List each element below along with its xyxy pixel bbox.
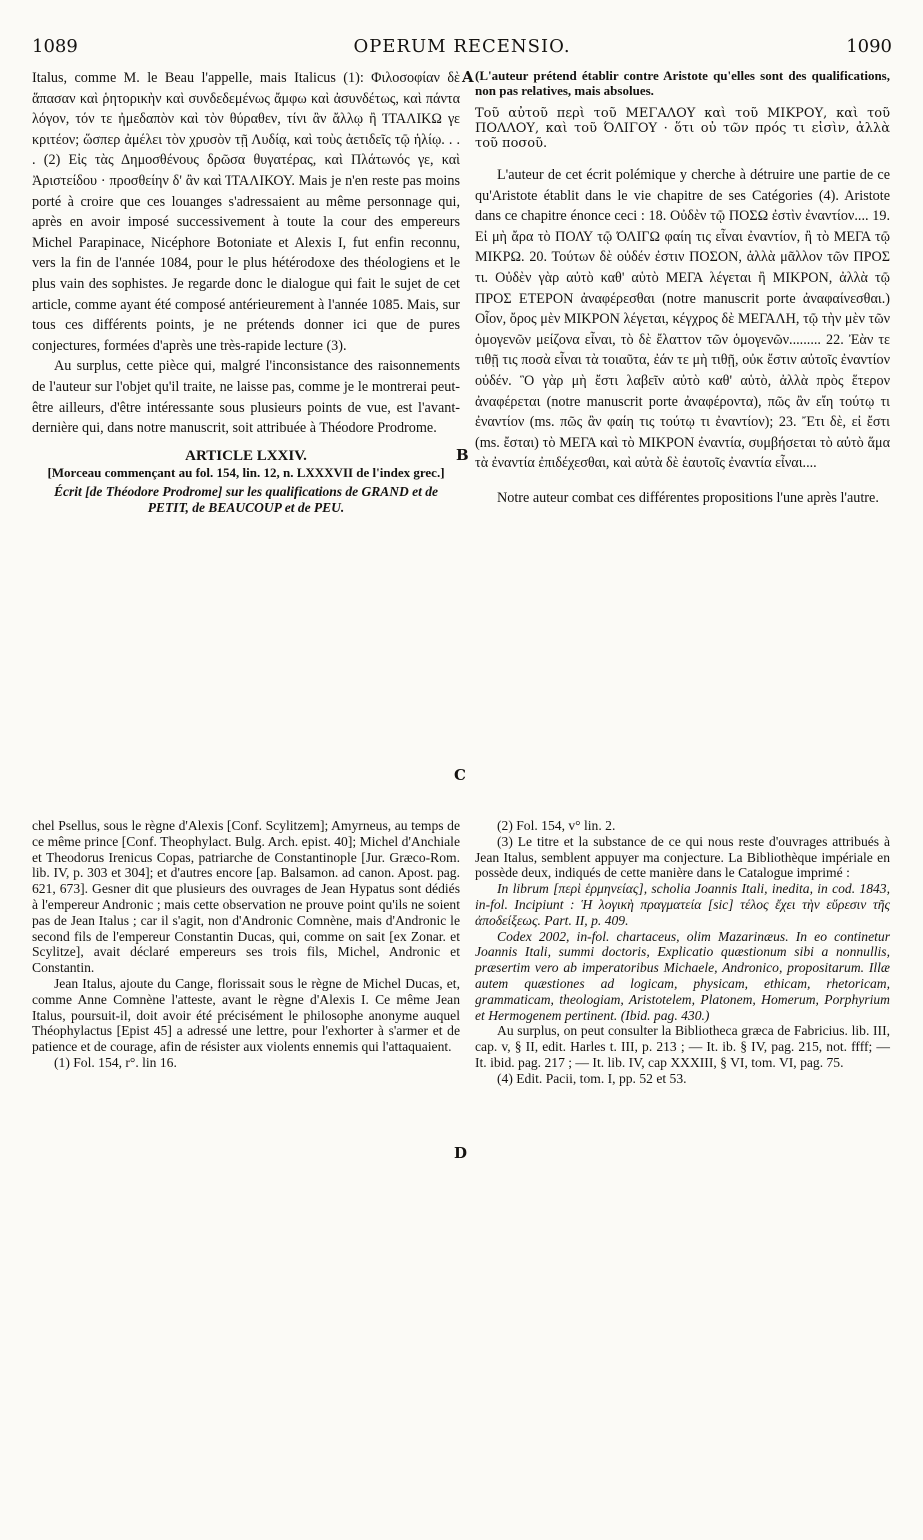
margin-label-d: D: [454, 1144, 468, 1162]
footnote-3-item-a: In librum [περὶ ἑρμηνείας], scholia Joannis Itali, inedita, in cod. 1843, in-fol. Incipiunt : Ἡ λογικὴ πραγματεία [sic] τέλος ἔχει τὴν εὕρεσιν τῆς ἀποδείξεως. Part. II, p. 409.: [475, 881, 890, 928]
article-reference: [Morceau commençant au fol. 154, lin. 12, n. LXXXVII de l'index grec.]: [47, 464, 445, 480]
footnote-3-item-c: Au surplus, on peut consulter la Bibliotheca græca de Fabricius. lib. III, cap. v, § II, edit. Harles t. III, p. 213 ; — It. ib. § IV, pag. 215, not. ffff; — It. ibid. pag. 217 ; — It. lib. IV, cap XXXIII, § VI, tom. VI, pag. 75.: [475, 1023, 890, 1070]
footnote-2: (2) Fol. 154, v° lin. 2.: [497, 818, 616, 833]
page-number-left: 1089: [32, 36, 78, 57]
left-paragraph-2: Au surplus, cette pièce qui, malgré l'inconsistance des raisonnements de l'auteur sur l'objet qu'il traite, ne laisse pas, comme je le montrerai peut-être ailleurs, d'être intéressante sous plusieurs points de vue, est l'avant-dernière qui, dans notre manuscrit, soit attribuée à Théodore Prodrome.: [32, 358, 460, 437]
left-footnotes: [32, 818, 460, 1071]
left-paragraph-1: Italus, comme M. le Beau l'appelle, mais Italicus (1): Φιλοσοφίαν δὲ ἅπασαν καὶ ῥητορικὴν καὶ συνδεδεμένως ἄμφω καὶ ἀσυνδέτως, καὶ πάντα λόγον, τόν τε ἠμεδαπὸν καὶ τὸν θύραθεν, τίνι ἂν ἄλλῳ ἢ ΊΤΑΛΙΚΩ γε κριτέον; ὥσπερ ἀμέλει τὸν χρυσὸν τῇ Λυδίᾳ, καὶ τοὺς ἀετιδεῖς τῷ ἡλίῳ. . . . (2) Εἰς τὰς Δημοσθένους δρῶσα θυγατέρας, καὶ Πλάτωνός γε, καὶ Ἀριστείδου · προσθείην δ' ἂν καὶ ΊΤΑΛΙΚΟΥ. Mais je n'en reste pas moins porté à croire que ces louanges s'adressaient au même personnage qui, après en avoir imposé successivement à toute la cour des empereurs Michel Parapinace, Nicéphore Botoniate et Alexis I, fut enfin reconnu, vers la fin de l'année 1084, pour le plus hétérodoxe des théologiens et le plus vain des sophistes. Je regarde donc le dialogue qui fait le sujet de cet article, comme ayant été composé antérieurement à l'année 1085. Mais, sur tous ces différents points, je ne prétends donner ici que de pures conjectures, formées d'après une très-rapide lecture (3).: [32, 70, 460, 354]
right-column-main: [475, 68, 890, 509]
article-title: ARTICLE LXXIV.: [185, 447, 307, 464]
footnote-4: (4) Edit. Pacii, tom. I, pp. 52 et 53.: [497, 1070, 687, 1086]
margin-label-b: B: [456, 446, 469, 464]
footnote-1: (1) Fol. 154, r°. lin 16.: [54, 1054, 177, 1070]
page-number-right: 1090: [846, 36, 892, 57]
running-header: [32, 36, 892, 64]
article-intro: (L'auteur prétend établir contre Aristote qu'elles sont des qualifications, non pas relatives, mais absolues.: [475, 68, 890, 98]
right-paragraph-2: Notre auteur combat ces différentes propositions l'une après l'autre.: [497, 489, 879, 506]
running-title: OPERUM RECENSIO.: [353, 36, 571, 57]
right-paragraph-1: L'auteur de cet écrit polémique y cherche à détruire une partie de ce qu'Aristote établit dans le vie chapitre de ses Catégories (4). Aristote dans ce chapitre énonce ceci : 18. Οὐδὲν τῷ ΠΟΣΩ ἐστὶν ἐναντίον.... 19. Εἰ μὴ ἄρα τὸ ΠΟΛΥ τῷ ΌΛΙΓΩ φαίη τις εἶναι ἐναντίον, ἢ τὸ ΜΕΓΑ τῷ ΜΙΚΡΩ. 20. Τούτων δὲ οὐδέν ἐστιν ΠΟΣΟΝ, ἀλλὰ μᾶλλον τῶν ΠΡΟΣ τι. Οὐδὲν γὰρ αὐτὸ καθ' αὑτὸ ΜΕΓΑ λέγεται ἢ ΜΙΚΡΟΝ, ἀλλὰ τῷ ΠΡΟΣ ΕΤΕΡΟΝ ἀναφέρεσθαι (notre manuscrit porte ἀναφαίνεσθαι.) Οἷον, ὄρος μὲν ΜΙΚΡΟΝ λέγεται, κέγχρος δὲ ΜΕΓΑΛΗ, τῷ τὴν μὲν τῶν ὁμογενῶν μείζονα εἶναι, τὸ δὲ ἔλαττον τῶν ὁμογενῶν......... 22. Ἐὰν τε τιθῇ τις ποσὰ εἶναι τὰ τοιαῦτα, ἐάν τε μὴ τιθῇ, οὐκ ἔστιν αὐτοῖς ἐναντίον οὐδέν. Ὃ γὰρ μὴ ἔστι λαβεῖν αὐτὸ καθ' αὑτὸ, ἀλλὰ πρὸς ἕτερον ἀναφέρεται (notre manuscrit porte ἀναφέροντα), πῶς ἂν εἴη τούτῳ τι ἐναντίον (ms. πῶς ἂν φαίη τις τούτῳ τι ἐναντίον); 23. Ἔτι δὲ, εἰ ἔστι (ms. ἔσται) τὸ ΜΕΓΑ καὶ τὸ ΜΙΚΡΟΝ ἐναντία, συμβήσεται τὸ αὐτὸ ἅμα τὰ ἐναντία ἐπιδέχεσθαι, καὶ αὐτὰ δὲ ἑαυτοῖς ἐναντία εἶναι....: [475, 167, 890, 472]
margin-label-c: C: [454, 766, 466, 784]
greek-title: Τοῦ αὐτοῦ περὶ τοῦ ΜΕΓΑΛΟΥ καὶ τοῦ ΜΙΚΡΟΥ, καὶ τοῦ ΠΟΛΛΟΥ, καὶ τοῦ ΌΛΙΓΟΥ · ὅτι οὐ τῶν πρός τι εἰσὶν, ἀλλὰ τοῦ ποσοῦ.: [475, 106, 890, 151]
footnote-du-cange: Jean Italus, ajoute du Cange, florissait sous le règne de Michel Ducas, et, comme Anne Comnène l'atteste, avant le règne d'Alexis I. Ce même Jean Italus, poursuit-il, doit avoir été précisément le philosophe anonyme auquel Théophylactus [Epist 45] a adressé une lettre, pour l'exhorter à s'armer et de patience et de courage, afin de résister aux violents ennemis qui l'attaquaient.: [32, 975, 460, 1055]
footnote-continuation: chel Psellus, sous le règne d'Alexis [Conf. Scylitzem]; Amyrneus, au temps de ce même prince [Conf. Theophylact. Bulg. Arch. epist. 40]; Michel d'Anchiale et Theodorus Irenicus Copas, patriarche de Constantinople [Jur. Græco-Rom. lib. IV, p. 303 et 304]; et d'autres encore [ap. Balsamon. ad canon. Apost. pag. 621, 673]. Gesner dit que plusieurs des ouvrages de Jean Hypatus sont dédiés à l'empereur Andronic ; mais cette observation ne prouve point qu'ils ne soient pas de Jean Italus ; car il s'agit, non d'Andronic Comnène, mais d'Andronic le second fils de l'empereur Constantin Ducas, qui, comme on sait [ex Zonar. et Scylitze], avait déclaré empereurs ses trois fils, Michel, Andronic et Constantin.: [32, 818, 460, 976]
right-footnotes: [475, 818, 890, 1087]
margin-label-a: A: [462, 68, 474, 86]
footnote-3-item-b: Codex 2002, in-fol. chartaceus, olim Mazarinæus. In eo continetur Joannis Itali, summi doctoris, Explicatio quæstionum sibi a nonnullis, præsertim vero ab imperatoribus Michaele, Andronico, propositarum. Illæ autem quæstiones ad logicam, physicam, ethicam, rhetoricam, grammaticam, theologiam, Aristotelem, Platonem, Homerum, Porphyrium et Hermogenem pertinent. (Ibid. pag. 430.): [475, 928, 890, 1023]
left-column-main: [32, 68, 460, 516]
footnote-3: (3) Le titre et la substance de ce qui nous reste d'ouvrages attribués à Jean Italus, semblent appuyer ma conjecture. La Bibliothèque impériale en possède deux, indiqués de cette manière dans le Catalogue imprimé :: [475, 833, 890, 881]
article-subject: Écrit [de Théodore Prodrome] sur les qualifications de GRAND et de PETIT, de BEAUCOUP et de PEU.: [54, 483, 438, 515]
